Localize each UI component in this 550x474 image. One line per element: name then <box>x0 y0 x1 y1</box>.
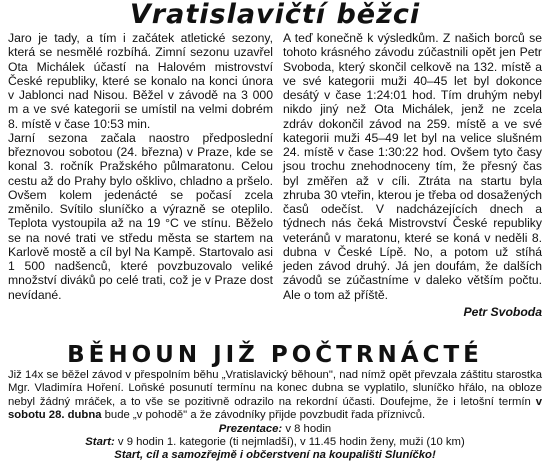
announcement-text-end: bude „v pohodě" a že závodníky přijde povzbudit řada příznivců. <box>101 409 426 422</box>
article-paragraph: Jaro je tady, a tím i začátek atletické sezony, která se nesmělé rozbíhá. Zimní sezonu uzavřel Ota Michálek účastí na Halovém mistrovství České republiky, které se konalo na konci února v Jablonci nad Nisou. Běžel v závodě na 3 000 m a ve své kategorii se umístil na velmi dobrém 8. místě v čase 10:53 min. <box>8 31 273 131</box>
article-column-right <box>283 31 542 319</box>
start-line <box>8 436 542 449</box>
presentation-time: v 8 hodin <box>282 422 332 435</box>
event-announcement <box>8 369 542 463</box>
presentation-line <box>8 423 542 436</box>
announcement-body <box>8 369 542 423</box>
article-title-vratislavicti-bezci: Vratislavičtí běžci <box>129 0 421 30</box>
presentation-label: Prezentace: <box>218 422 283 435</box>
event-date: v sobotu 28. dubna <box>8 395 542 422</box>
article-author: Petr Svoboda <box>463 304 542 319</box>
article-paragraph: Jarní sezona začala naostro předposlední březnovou sobotou (24. března) v Praze, kde se konal 3. ročník Pražského půlmaratonu. Celou cestu až do Prahy bylo ošklivo, chladno a pršelo. Ovšem kolem jedenácté se počasí zcela změnilo. Svítilo sluníčko a výrazně se oteplilo. Teplota vystoupila až na 19 °C ve stínu. Běželo se na nové trati ve středu města se startem na Karlově mostě a cíl byl Na Kampě. Startovalo asi 1 500 nadšenců, které povzbuzovalo veliké množství diváků po celé trati, což je v Praze dost nevídané. <box>8 130 273 302</box>
announcement-text: Již 14x se běžel závod v přespolním běhu „Vratislavický běhoun", nad nímž opět převzala záštitu starostka Mgr. Vladimíra Hoření. Loňské posunutí termínu na konec dubna se vyplatilo, sluníčko hřálo, na obloze nebyl žádný mráček, a to vše se pozitivně odrazilo na rekordní účasti. Doufejme, že i letošní termín <box>8 369 542 408</box>
announcement-footer: Start, cíl a samozřejmě i občerstvení na koupališti Sluníčko! <box>114 449 436 462</box>
start-times: v 9 hodin 1. kategorie (ti nejmladší), v 11.45 hodin ženy, muži (10 km) <box>114 436 465 449</box>
article-title-behoun: BĚHOUN JIŽ POČTRNÁCTÉ <box>67 342 483 368</box>
article-paragraph: A teď konečně k výsledkům. Z našich borců se tohoto krásného závodu zúčastnili opět jen Petr Svoboda, který skončil celkově na 132. místě a ve své kategorii muži 40–45 let byl dokonce desátý v čase 1:24:01 hod. Tím druhým nebyl nikdo jiný než Ota Michálek, jenž ne zcela zdráv dokončil závod na 259. místě a ve své kategorii muži 45–49 let byl na velice slušném 24. místě v čase 1:30:22 hod. Ovšem tyto časy jsou trochu znehodnoceny tím, že přesný čas byl změřen až v cíli. Ztráta na startu byla zhruba 30 vteřin, kterou je třeba od dosažených časů odečíst. V nadcházejících dnech a týdnech nás čeká Mistrovství České republiky veteránů v maratonu, které se koná v neděli 8. dubna v České Lípě. No, a potom už stíhá jeden závod druhý. Já jen doufám, že dalších závodů se zúčastníme v daleko větším počtu. Ale o tom až příště. <box>283 31 542 302</box>
start-label: Start: <box>85 436 115 449</box>
article-column-left <box>8 31 273 302</box>
